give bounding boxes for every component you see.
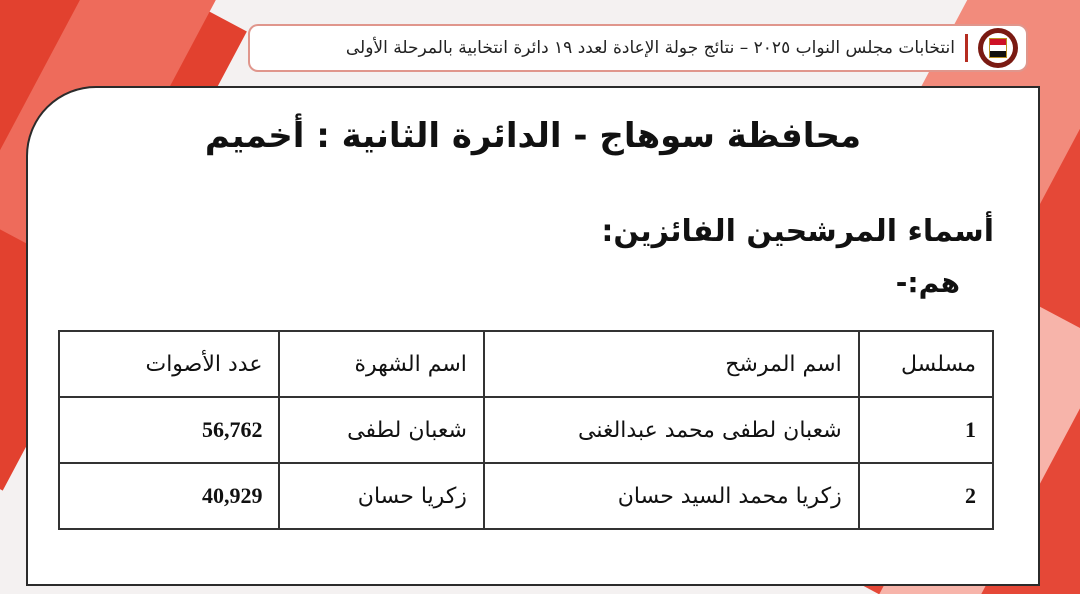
header-divider [965, 34, 968, 62]
cell-candidate: زكريا محمد السيد حسان [484, 463, 859, 529]
cell-serial: 2 [859, 463, 993, 529]
results-card [26, 86, 1040, 586]
cell-votes: 56,762 [59, 397, 279, 463]
results-table [58, 330, 994, 530]
emblem-logo [978, 28, 1018, 68]
table-row [59, 463, 993, 529]
cell-candidate: شعبان لطفى محمد عبدالغنى [484, 397, 859, 463]
header-title: انتخابات مجلس النواب ٢٠٢٥ – نتائج جولة الإعادة لعدد ١٩ دائرة انتخابية بالمرحلة الأولى [345, 38, 955, 58]
winners-sub-label: هم:- [895, 266, 960, 299]
header-candidate: اسم المرشح [484, 331, 859, 397]
header-serial: مسلسل [859, 331, 993, 397]
table-header-row [59, 331, 993, 397]
cell-fame: شعبان لطفى [279, 397, 483, 463]
page-title: محافظة سوهاج - الدائرة الثانية : أخميم [204, 116, 862, 156]
flag-icon [989, 38, 1007, 58]
cell-fame: زكريا حسان [279, 463, 483, 529]
header-fame: اسم الشهرة [279, 331, 483, 397]
winners-label: أسماء المرشحين الفائزين: [601, 214, 994, 249]
header-bar [248, 24, 1028, 72]
cell-votes: 40,929 [59, 463, 279, 529]
header-votes: عدد الأصوات [59, 331, 279, 397]
table-row [59, 397, 993, 463]
cell-serial: 1 [859, 397, 993, 463]
